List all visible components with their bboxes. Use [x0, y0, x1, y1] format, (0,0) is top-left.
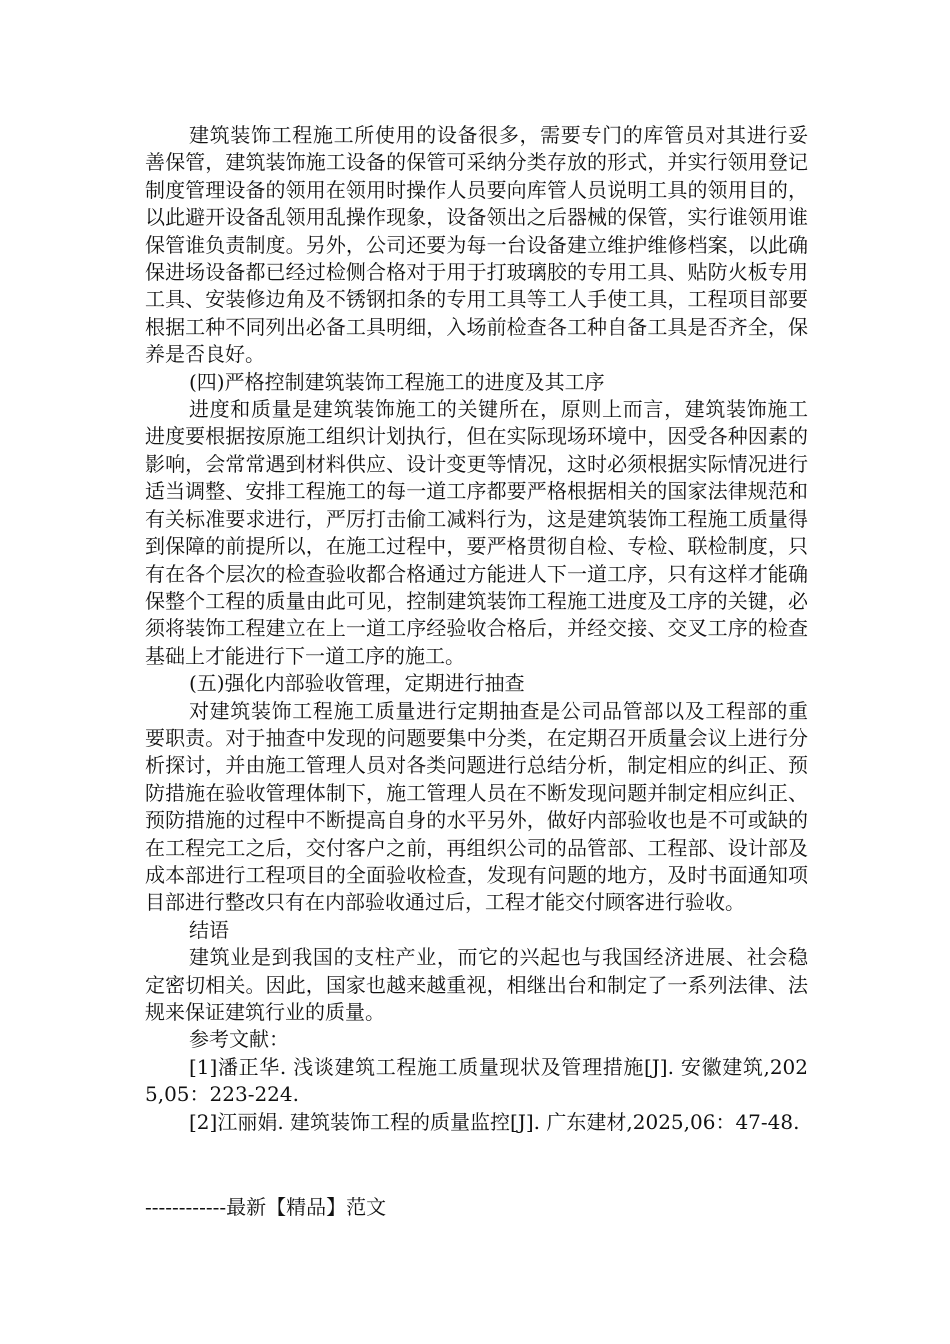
section-heading-4: (四)严格控制建筑装饰工程施工的进度及其工序 [189, 369, 605, 394]
document-body [145, 122, 808, 1136]
page-footer: ------------最新【精品】范文 [145, 1195, 387, 1219]
section-heading-5: (五)强化内部验收管理，定期进行抽查 [189, 671, 525, 696]
reference-item-2: [2]江丽娟. 建筑装饰工程的质量监控[J]. 广东建材,2025,06：47-48. [189, 1109, 800, 1134]
paragraph-equipment-storage: 建筑装饰工程施工所使用的设备很多，需要专门的库管员对其进行妥善保管，建筑装饰施工设备的保管可采纳分类存放的形式，并实行领用登记制度管理设备的领用在领用时操作人员要向库管人员说明工具的领用目的，以此避开设备乱领用乱操作现象，设备领出之后器械的保管，实行谁领用谁保管谁负责制度。另外，公司还要为每一台设备建立维护维修档案，以此确保进场设备都已经过检侧合格对于用于打玻璃胶的专用工具、贴防火板专用工具、安装修边角及不锈钢扣条的专用工具等工人手使工具，工程项目部要根据工种不同列出必备工具明细，入场前检查各工种自备工具是否齐全，保养是否良好。 [145, 123, 808, 367]
reference-item-1: [1]潘正华. 浅谈建筑工程施工质量现状及管理措施[J]. 安徽建筑,2025,05：223-224. [145, 1054, 808, 1107]
references-heading: 参考文献： [189, 1027, 289, 1052]
paragraph-progress-control: 进度和质量是建筑装饰施工的关键所在，原则上而言，建筑装饰施工进度要根据按原施工组织计划执行，但在实际现场环境中，因受各种因素的影响，会常常遇到材料供应、设计变更等情况，这时必须根据实际情况进行适当调整、安排工程施工的每一道工序都要严格根据相关的国家法律规范和有关标准要求进行，严厉打击偷工减料行为，这是建筑装饰工程施工质量得到保障的前提所以，在施工过程中，要严格贯彻自检、专检、联检制度，只有在各个层次的检查验收都合格通过方能进人下一道工序，只有这样才能确保整个工程的质量由此可见，控制建筑装饰工程施工进度及工序的关键，必须将装饰工程建立在上一道工序经验收合格后，并经交接、交叉工序的检查基础上才能进行下一道工序的施工。 [145, 397, 808, 668]
conclusion-heading: 结语 [189, 917, 229, 942]
paragraph-conclusion: 建筑业是到我国的支柱产业，而它的兴起也与我国经济进展、社会稳定密切相关。因此，国家也越来越重视，相继出台和制定了一系列法律、法规来保证建筑行业的质量。 [145, 945, 808, 1024]
paragraph-internal-inspection: 对建筑装饰工程施工质量进行定期抽查是公司品管部以及工程部的重要职责。对于抽查中发现的问题要集中分类，在定期召开质量会议上进行分析探讨，并由施工管理人员对各类问题进行总结分析，制定相应的纠正、预防措施在验收管理体制下，施工管理人员在不断发现问题并制定相应纠正、预防措施的过程中不断提高自身的水平另外，做好内部验收也是不可或缺的在工程完工之后，交付客户之前，再组织公司的品管部、工程部、设计部及成本部进行工程项目的全面验收检查，发现有问题的地方，及时书面通知项目部进行整改只有在内部验收通过后，工程才能交付顾客进行验收。 [145, 698, 808, 915]
